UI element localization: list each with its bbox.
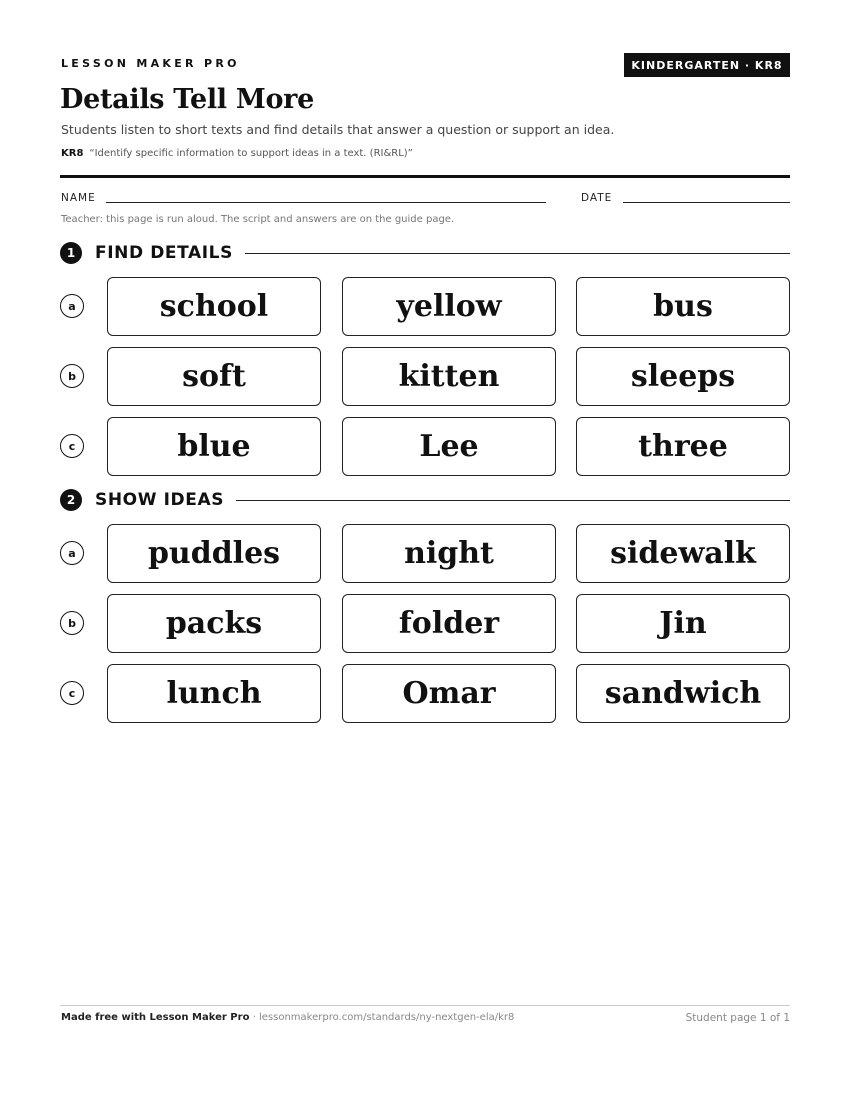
word-card[interactable]: kitten xyxy=(342,347,556,406)
standard-line xyxy=(61,148,413,159)
section-title: SHOW IDEAS xyxy=(95,490,225,510)
word-row xyxy=(60,417,790,476)
standard-text: “Identify specific information to support ideas in a text. (RI&RL)” xyxy=(89,148,413,159)
word-card[interactable]: school xyxy=(107,277,321,336)
word-card[interactable]: night xyxy=(342,524,556,583)
word-card[interactable]: yellow xyxy=(342,277,556,336)
word-card[interactable]: blue xyxy=(107,417,321,476)
page-title: Details Tell More xyxy=(60,84,314,115)
footer-made-with: Made free with Lesson Maker Pro xyxy=(61,1012,250,1023)
section-title: FIND DETAILS xyxy=(95,243,233,263)
word-card[interactable]: Omar xyxy=(342,664,556,723)
word-row xyxy=(60,347,790,406)
word-card[interactable]: sandwich xyxy=(576,664,790,723)
row-letter: a xyxy=(60,294,84,318)
brand-name: LESSON MAKER PRO xyxy=(61,57,240,70)
word-card[interactable]: puddles xyxy=(107,524,321,583)
name-label: NAME xyxy=(61,192,96,204)
section-number: 2 xyxy=(60,489,82,511)
section-rule xyxy=(245,253,790,254)
word-card[interactable]: bus xyxy=(576,277,790,336)
word-row xyxy=(60,277,790,336)
word-row xyxy=(60,524,790,583)
word-card[interactable]: Lee xyxy=(342,417,556,476)
footer-page-info: Student page 1 of 1 xyxy=(685,1012,790,1024)
header-divider xyxy=(60,175,790,178)
word-card[interactable]: folder xyxy=(342,594,556,653)
standard-code: KR8 xyxy=(61,148,84,159)
row-letter: b xyxy=(60,611,84,635)
row-letter: c xyxy=(60,681,84,705)
word-card[interactable]: sidewalk xyxy=(576,524,790,583)
word-card[interactable]: Jin xyxy=(576,594,790,653)
footer-credit xyxy=(61,1012,514,1023)
word-row xyxy=(60,594,790,653)
date-label: DATE xyxy=(581,192,613,204)
section-show-ideas xyxy=(60,488,790,512)
footer-separator: · xyxy=(249,1012,259,1023)
row-letter: a xyxy=(60,541,84,565)
grade-badge: KINDERGARTEN · KR8 xyxy=(624,53,790,77)
footer-url[interactable]: lessonmakerpro.com/standards/ny-nextgen-ela/kr8 xyxy=(258,1012,515,1023)
word-card[interactable]: three xyxy=(576,417,790,476)
row-letter: b xyxy=(60,364,84,388)
word-card[interactable]: packs xyxy=(107,594,321,653)
word-card[interactable]: soft xyxy=(107,347,321,406)
date-field[interactable] xyxy=(623,202,790,203)
page-subtitle: Students listen to short texts and find details that answer a question or support an idea. xyxy=(61,122,615,137)
row-letter: c xyxy=(60,434,84,458)
section-find-details xyxy=(60,241,790,265)
name-field[interactable] xyxy=(106,202,546,203)
teacher-note: Teacher: this page is run aloud. The script and answers are on the guide page. xyxy=(61,214,455,225)
word-card[interactable]: lunch xyxy=(107,664,321,723)
section-rule xyxy=(236,500,790,501)
word-card[interactable]: sleeps xyxy=(576,347,790,406)
footer-divider xyxy=(60,1005,790,1006)
word-row xyxy=(60,664,790,723)
section-number: 1 xyxy=(60,242,82,264)
